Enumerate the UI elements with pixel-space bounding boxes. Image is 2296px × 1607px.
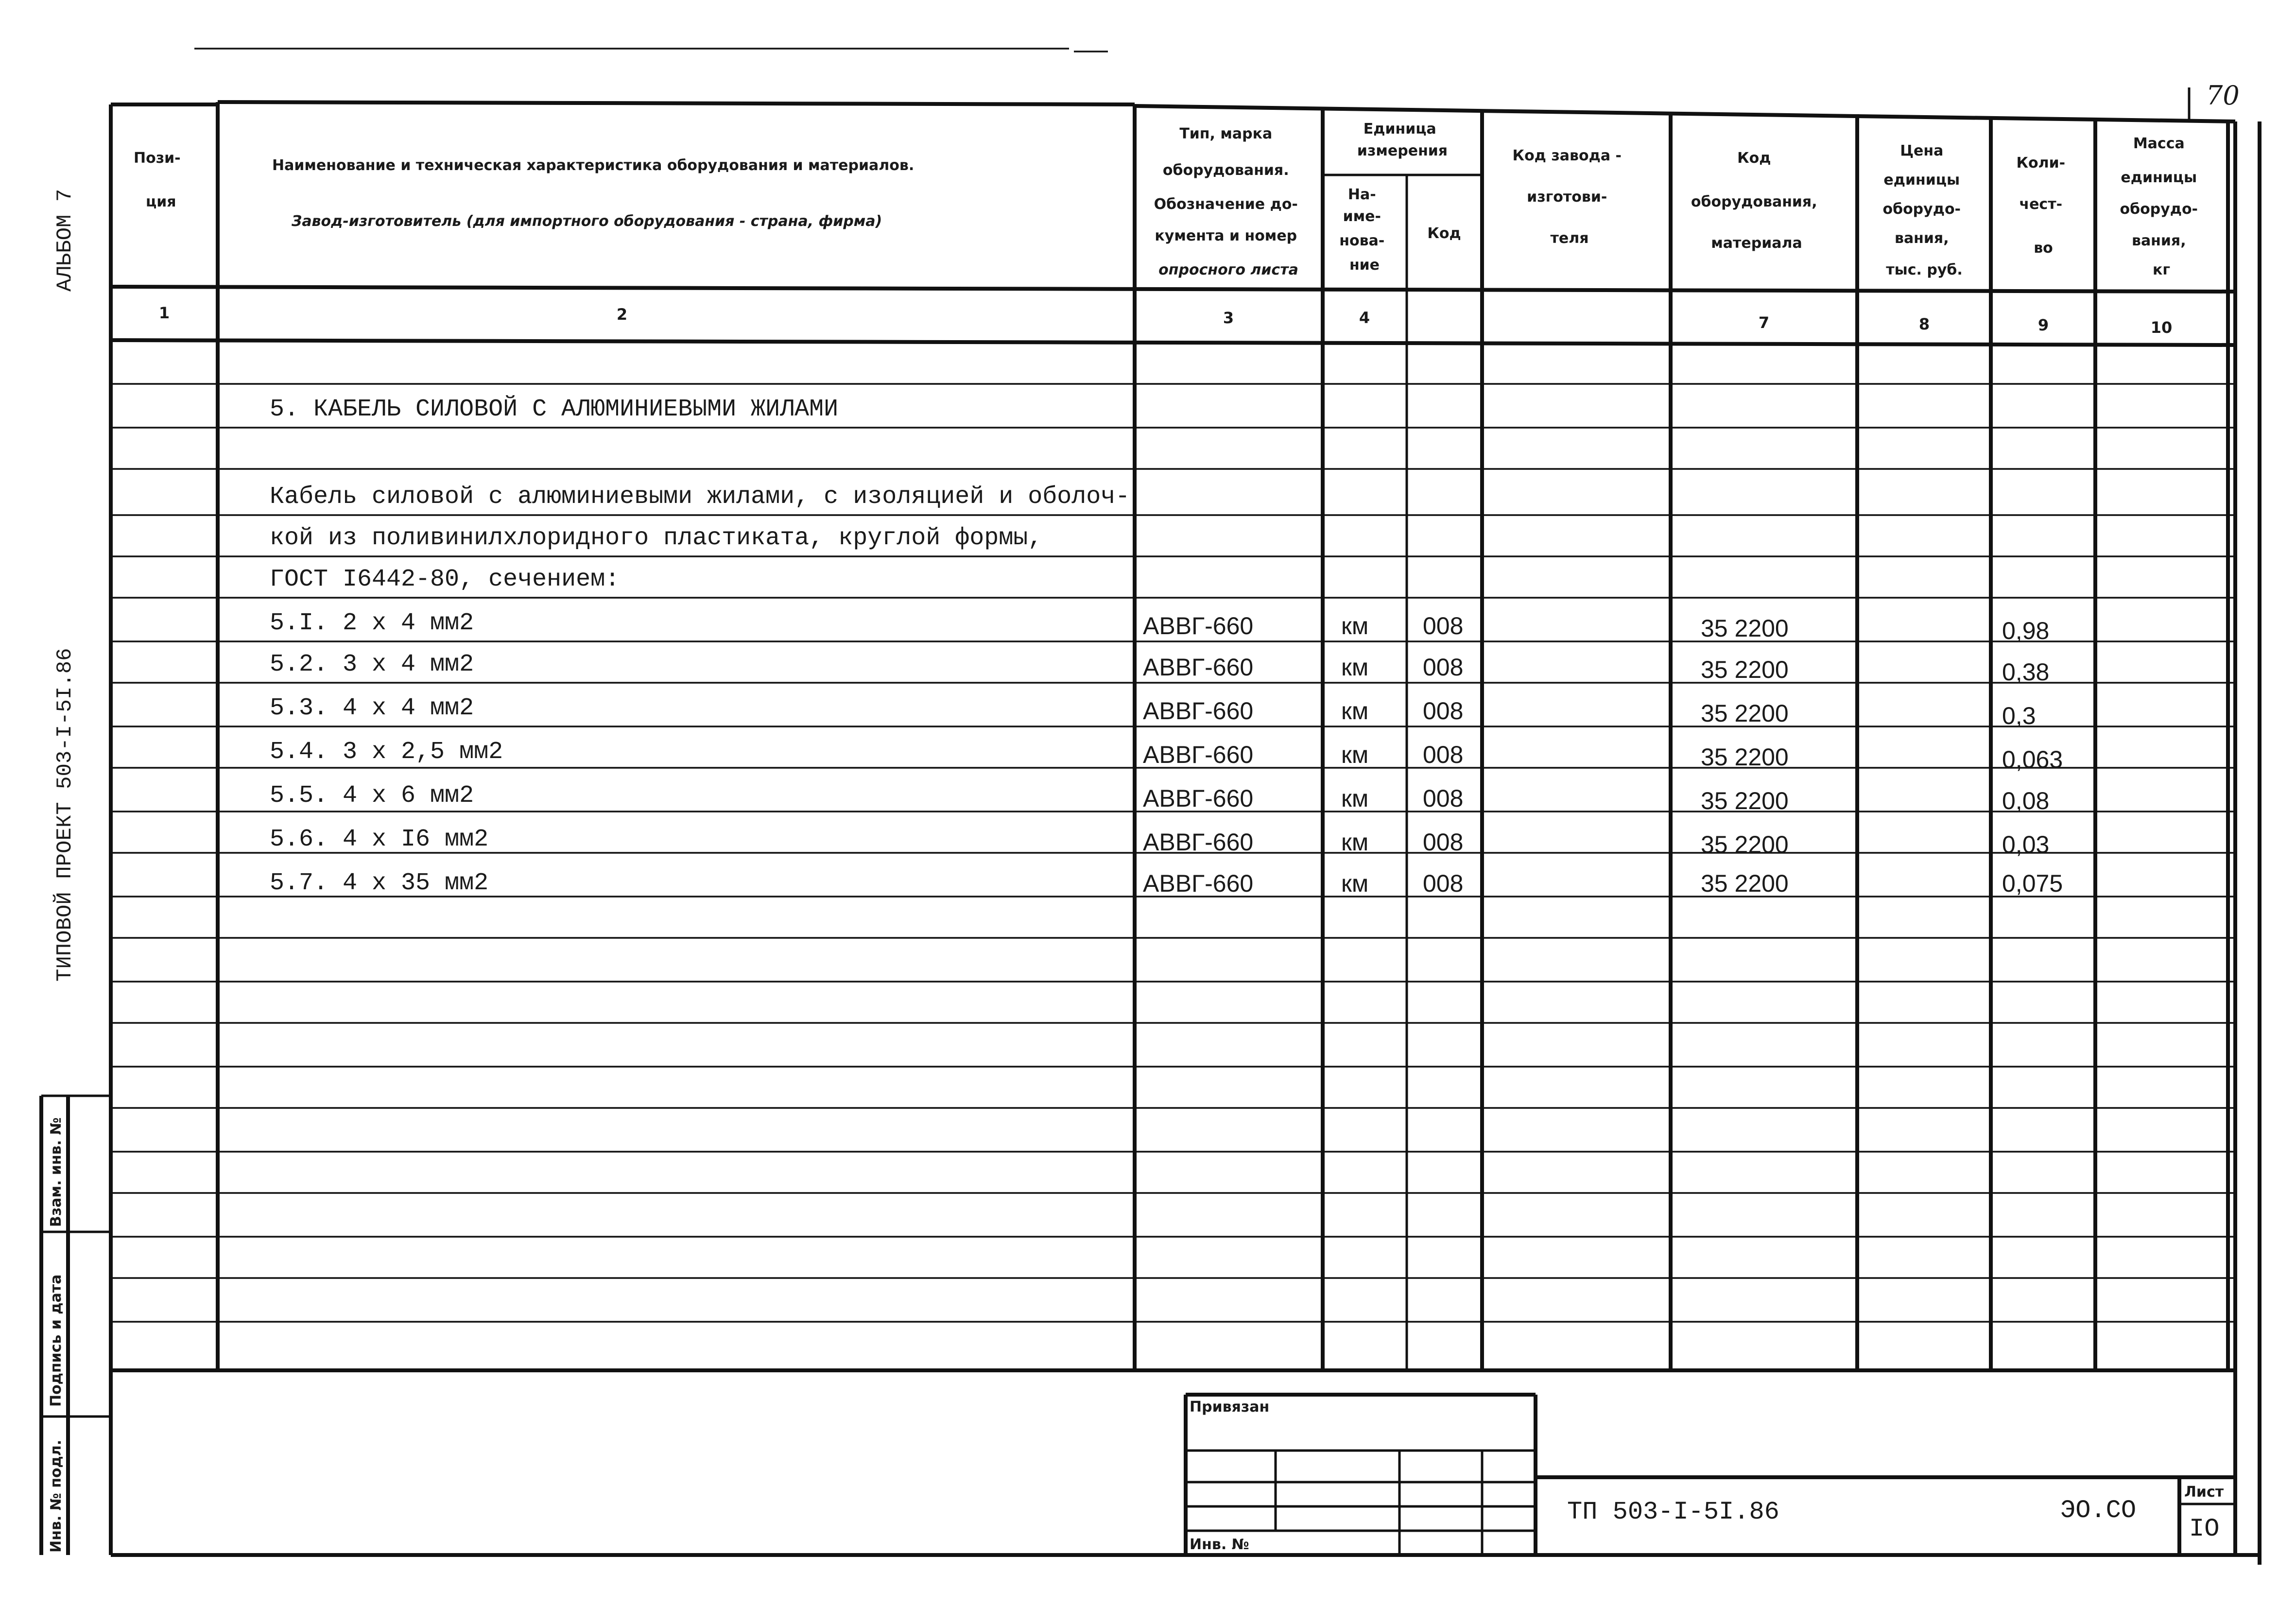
header-type: Тип, марка оборудования. Обозначение до- кумента и номер опросного листа xyxy=(1154,125,1298,278)
item-material-code: 35 2200 xyxy=(1701,787,1789,814)
project-label: ТИПОВОЙ ПРОЕКТ 503-I-5I.86 xyxy=(53,648,77,982)
header-quantity: Коли- чест- во xyxy=(2016,155,2066,257)
item-type: АВВГ-660 xyxy=(1143,785,1254,812)
col-number: 9 xyxy=(2037,316,2049,334)
row-5-7 xyxy=(270,869,2063,897)
item-quantity: 0,38 xyxy=(2002,658,2050,686)
item-type: АВВГ-660 xyxy=(1143,870,1254,897)
description-line: кой из поливинилхлоридного пластиката, круглой формы, xyxy=(270,524,1043,552)
row-5-3 xyxy=(270,694,2036,729)
item-quantity: 0,3 xyxy=(2002,702,2036,729)
section-title: 5. КАБЕЛЬ СИЛОВОЙ С АЛЮМИНИЕВЫМИ ЖИЛАМИ xyxy=(270,396,839,423)
item-unit: км xyxy=(1341,829,1369,856)
row-5-2 xyxy=(270,651,2049,686)
item-unit-code: 008 xyxy=(1423,654,1464,681)
section-code: ЭО.СО xyxy=(2060,1496,2137,1525)
item-unit: км xyxy=(1341,741,1369,768)
album-label: АЛЬБОМ 7 xyxy=(53,189,77,292)
page-number: 70 xyxy=(2206,80,2240,111)
col-number: 7 xyxy=(1758,313,1770,332)
item-quantity: 0,08 xyxy=(2002,787,2050,814)
item-unit-code: 008 xyxy=(1423,785,1464,812)
item-name: 5.6. 4 x I6 мм2 xyxy=(270,826,489,853)
header-unit-group: Единица измерения xyxy=(1357,121,1448,159)
item-name: 5.3. 4 x 4 мм2 xyxy=(270,694,474,722)
col-number: 8 xyxy=(1918,315,1930,333)
title-inv-no: Инв. № xyxy=(1190,1536,1249,1553)
col-number: 4 xyxy=(1359,309,1370,327)
item-name: 5.2. 3 x 4 мм2 xyxy=(270,651,474,678)
col-number: 10 xyxy=(2150,318,2173,337)
item-type: АВВГ-660 xyxy=(1143,829,1254,856)
header-material-code: Код оборудования, материала xyxy=(1691,150,1817,252)
title-block xyxy=(1186,1395,2235,1555)
header-name: Наименование и техническая характеристика оборудования и материалов. Завод-изготовитель (для импортного оборудования - страна, фирма) xyxy=(272,157,915,230)
item-name: 5.I. 2 x 4 мм2 xyxy=(270,609,474,637)
item-quantity: 0,063 xyxy=(2002,746,2063,773)
header-mass: Масса единицы оборудо- вания, кг xyxy=(2120,135,2198,278)
title-privyazan: Привязан xyxy=(1190,1399,1270,1416)
item-quantity: 0,075 xyxy=(2002,870,2063,897)
item-type: АВВГ-660 xyxy=(1143,697,1254,725)
stamp-podpis-data: Подпись и дата xyxy=(48,1274,65,1407)
item-name: 5.5. 4 x 6 мм2 xyxy=(270,782,474,810)
item-name: 5.4. 3 x 2,5 мм2 xyxy=(270,738,503,766)
top-edge-marks xyxy=(194,49,1108,52)
item-quantity: 0,03 xyxy=(2002,831,2050,858)
item-material-code: 35 2200 xyxy=(1701,700,1789,727)
document-code: ТП 503-I-5I.86 xyxy=(1567,1498,1779,1526)
item-type: АВВГ-660 xyxy=(1143,612,1254,639)
item-material-code: 35 2200 xyxy=(1701,656,1789,683)
stamp-inv-podl: Инв. № подл. xyxy=(48,1439,65,1553)
item-unit-code: 008 xyxy=(1423,612,1464,639)
item-material-code: 35 2200 xyxy=(1701,743,1789,771)
description-line: Кабель силовой с алюминиевыми жилами, с изоляцией и оболоч- xyxy=(270,483,1130,511)
header-plant-code: Код завода - изготови- теля xyxy=(1512,147,1622,247)
table-header xyxy=(134,121,2203,278)
row-5-5 xyxy=(270,782,2049,814)
item-unit-code: 008 xyxy=(1423,741,1464,768)
description-line: ГОСТ I6442-80, сечением: xyxy=(270,566,620,593)
col-number: 1 xyxy=(158,304,170,322)
row-5-1 xyxy=(270,609,2049,644)
item-name: 5.7. 4 x 35 мм2 xyxy=(270,869,489,897)
item-type: АВВГ-660 xyxy=(1143,741,1254,768)
col-number: 2 xyxy=(616,305,628,324)
header-unit-name: На- име- нова- ние xyxy=(1339,186,1385,274)
col-number: 3 xyxy=(1223,309,1234,327)
item-unit-code: 008 xyxy=(1423,870,1464,897)
header-price: Цена единицы оборудо- вания, тыс. руб. xyxy=(1882,142,1963,278)
item-unit-code: 008 xyxy=(1423,829,1464,856)
item-unit: км xyxy=(1341,870,1369,897)
stamp-vzam-inv: Взам. инв. № xyxy=(48,1117,65,1227)
column-number-row xyxy=(159,304,2172,337)
item-unit: км xyxy=(1341,785,1369,812)
item-material-code: 35 2200 xyxy=(1701,870,1789,897)
item-unit: км xyxy=(1341,612,1369,639)
header-position: Пози- ция xyxy=(134,150,181,210)
item-type: АВВГ-660 xyxy=(1143,654,1254,681)
item-unit-code: 008 xyxy=(1423,697,1464,725)
item-unit: км xyxy=(1341,697,1369,725)
item-material-code: 35 2200 xyxy=(1701,615,1789,642)
list-label: Лист xyxy=(2184,1484,2224,1501)
list-number: IO xyxy=(2189,1515,2220,1543)
item-unit: км xyxy=(1341,654,1369,681)
header-unit-code: Код xyxy=(1427,225,1461,242)
item-quantity: 0,98 xyxy=(2002,617,2050,644)
item-material-code: 35 2200 xyxy=(1701,831,1789,858)
